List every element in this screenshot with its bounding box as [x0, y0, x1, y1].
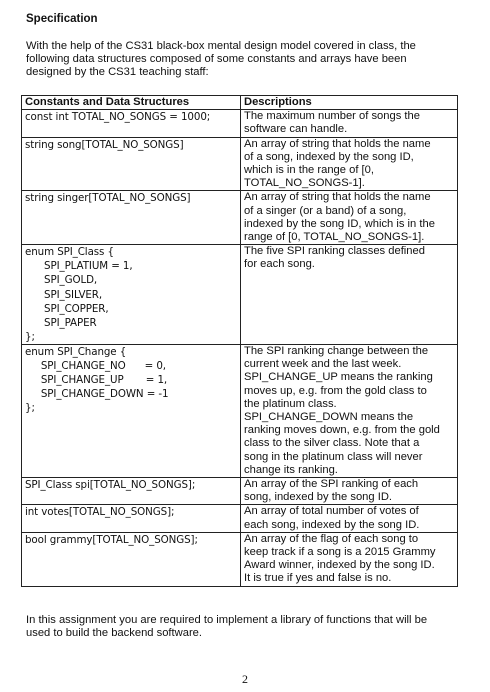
- table-row: [22, 505, 458, 532]
- description-line: range of [0, TOTAL_NO_SONGS-1].: [244, 231, 425, 244]
- closing-paragraph: [26, 614, 456, 640]
- code-line: enum SPI_Change {: [25, 345, 127, 358]
- description-line: song, indexed by the song ID.: [244, 491, 393, 504]
- description-line: An array of string that holds the name: [244, 191, 431, 204]
- table-row: [22, 137, 458, 191]
- code-cell: [22, 191, 241, 245]
- table-row: [22, 245, 458, 345]
- description-line: The five SPI ranking classes defined: [244, 245, 425, 258]
- code-cell: [22, 245, 241, 345]
- table-row: [22, 110, 458, 137]
- description-line: Award winner, indexed by the song ID.: [244, 559, 435, 572]
- section-heading: Specification: [26, 13, 98, 25]
- table-header-row: [22, 96, 458, 110]
- description-cell: [241, 137, 458, 191]
- code-line: SPI_PAPER: [25, 316, 97, 329]
- code-line: };: [25, 330, 35, 343]
- description-line: the platinum class.: [244, 397, 337, 410]
- description-line: which is in the range of [0,: [244, 164, 374, 177]
- description-cell: [241, 477, 458, 504]
- code-line: SPI_CHANGE_NO = 0,: [25, 359, 166, 372]
- description-line: of a singer (or a band) of a song,: [244, 204, 407, 217]
- table-row: [22, 191, 458, 245]
- description-line: current week and the last week.: [244, 358, 402, 371]
- code-line: SPI_SILVER,: [25, 288, 103, 301]
- description-line: song in the platinum class will never: [244, 450, 423, 463]
- description-line: An array of the flag of each song to: [244, 532, 419, 545]
- intro-line: With the help of the CS31 black-box mental design model covered in class, the: [26, 40, 416, 52]
- description-line: moves up, e.g. from the gold class to: [244, 384, 427, 397]
- description-line: An array of the SPI ranking of each: [244, 477, 419, 490]
- description-line: each song, indexed by the song ID.: [244, 518, 420, 531]
- description-line: The maximum number of songs the: [244, 110, 420, 123]
- description-line: It is true if yes and false is no.: [244, 572, 392, 585]
- code-line: SPI_Class spi[TOTAL_NO_SONGS];: [25, 478, 196, 491]
- spec-table: [21, 95, 458, 587]
- code-cell: [22, 505, 241, 532]
- code-line: string song[TOTAL_NO_SONGS]: [25, 138, 184, 151]
- code-cell: [22, 110, 241, 137]
- description-line: An array of total number of votes of: [244, 505, 419, 518]
- code-line: SPI_GOLD,: [25, 274, 98, 287]
- code-cell: [22, 532, 241, 586]
- description-cell: [241, 110, 458, 137]
- column-header-constants: Constants and Data Structures: [22, 96, 241, 110]
- description-line: for each song.: [244, 258, 315, 271]
- page-number: 2: [242, 672, 248, 686]
- table-row: [22, 477, 458, 504]
- intro-line: designed by the CS31 teaching staff:: [26, 66, 209, 79]
- description-line: change its ranking.: [244, 463, 338, 476]
- description-cell: [241, 344, 458, 477]
- code-line: SPI_CHANGE_UP = 1,: [25, 374, 168, 387]
- outro-line: In this assignment you are required to implement a library of functions that will be: [26, 614, 428, 626]
- code-line: const int TOTAL_NO_SONGS = 1000;: [25, 111, 211, 124]
- code-cell: [22, 137, 241, 191]
- description-line: SPI_CHANGE_DOWN means the: [244, 410, 414, 423]
- description-cell: [241, 245, 458, 345]
- description-line: SPI_CHANGE_UP means the ranking: [244, 371, 433, 384]
- intro-paragraph: [26, 40, 456, 80]
- description-line: keep track if a song is a 2015 Grammy: [244, 545, 436, 558]
- code-line: SPI_CHANGE_DOWN = -1: [25, 388, 169, 401]
- table-row: [22, 532, 458, 586]
- description-line: indexed by the song ID, which is in the: [244, 217, 435, 230]
- code-line: SPI_COPPER,: [25, 302, 109, 315]
- code-line: enum SPI_Class {: [25, 246, 114, 259]
- code-cell: [22, 344, 241, 477]
- description-cell: [241, 505, 458, 532]
- column-header-descriptions: Descriptions: [241, 96, 458, 110]
- code-line: };: [25, 402, 35, 415]
- intro-line: following data structures composed of some constants and arrays have been: [26, 53, 407, 66]
- description-line: TOTAL_NO_SONGS-1].: [244, 177, 365, 190]
- code-cell: [22, 477, 241, 504]
- code-line: string singer[TOTAL_NO_SONGS]: [25, 192, 191, 205]
- description-line: ranking moves down, e.g. from the gold: [244, 424, 440, 437]
- outro-line: used to build the backend software.: [26, 627, 203, 640]
- table-row: [22, 344, 458, 477]
- code-line: bool grammy[TOTAL_NO_SONGS];: [25, 533, 198, 546]
- description-cell: [241, 191, 458, 245]
- description-line: class to the silver class. Note that a: [244, 437, 420, 450]
- description-cell: [241, 532, 458, 586]
- description-line: The SPI ranking change between the: [244, 344, 429, 357]
- description-line: An array of string that holds the name: [244, 137, 431, 150]
- description-line: of a song, indexed by the song ID,: [244, 150, 414, 163]
- code-line: SPI_PLATIUM = 1,: [25, 260, 133, 273]
- code-line: int votes[TOTAL_NO_SONGS];: [25, 506, 175, 519]
- description-line: software can handle.: [244, 123, 348, 136]
